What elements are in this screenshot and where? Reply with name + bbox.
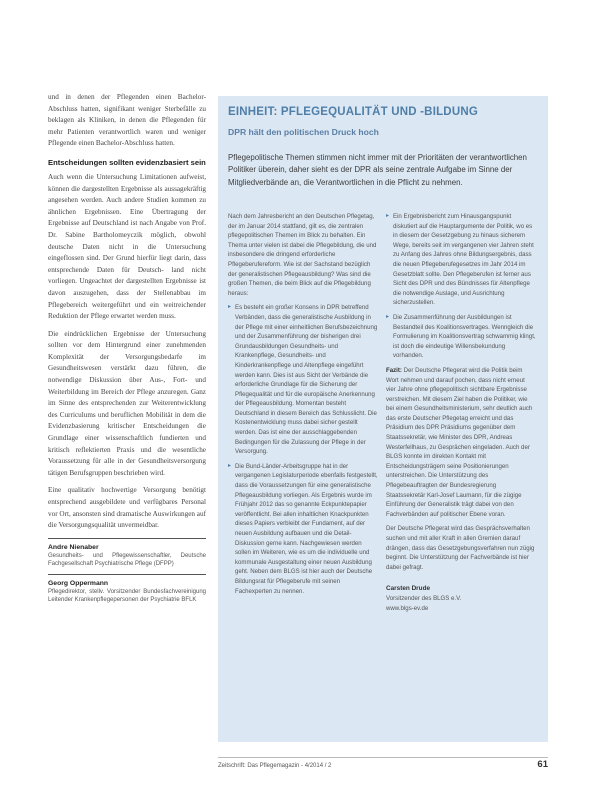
signature-name: Carsten Drude: [386, 585, 431, 593]
bullet-item: ▸ Die Bund-Länder-Arbeitsgruppe hat in der vergangenen Legislaturperiode ebenfalls festgestellt, dass die Voraussetzungen für eine generalistische Pflegeausbildung vorliegen. Als Ergebnis wurde im Frühjahr 2012 das so genannte Eckpunktepapier veröffentlicht. Bei allen inhaltlichen Knackpunkten dieses Papiers verbleibt der Fundament, auf der neuen Ausbildung aufbauen und die Detail-Diskussion gerne kann. Nachgewiesen werden sollen im Weiteren, wie es um die individuelle und kommunale Ausgestaltung einer neuen Ausbildung geht. Neben dem BLGS ist hier auch der Deutsche Bildungsrat für Pflegeberufe mit seinen Fachexperten zu nennen.: [228, 462, 378, 595]
bullet-item: ▸ Es besteht ein großer Konsens in DPR betreffend Verbänden, dass die generalistische Ausbildung in der Pflege mit einer einheitlichen Berufsbezeichnung und der Zusammenführung der bisherigen drei Grundausbildungen Gesundheits- und Krankenpflege, Gesundheits- und Kinderkrankenpflege und Altenpflege eingeführt werden kann. Dies ist aus Sicht der Verbände die erforderliche Grundlage für die Sicherung der Pflegequalität und für die europäische Anerkennung der Pflegeausbildung. Momentan besteht Deutschland in diesem Bereich das Schlusslicht. Die Kostenentwicklung muss dabei sicher gestellt werden. Das ist eine der ausschlaggebenden Bedingungen für die Zulassung der Pflege in der Versorgung.: [228, 304, 378, 456]
bullet-icon: ▸: [228, 304, 232, 311]
journal-info: Zeitschrift: Das Pflegemagazin - 4/2014 / 2: [218, 763, 332, 769]
box-title: EINHEIT: PFLEGEQUALITÄT UND -BILDUNG: [228, 106, 478, 118]
signature-affiliation: Vorsitzender des BLGS e.V.: [386, 594, 462, 602]
author-affiliation: Gesundheits- und Pflegewissenschaftler, Deutsche Fachgesellschaft Psychiatrische Pflege (DFPP): [48, 552, 206, 567]
box-column-2: [386, 212, 536, 613]
bullet-item: ▸ Die Zusammenführung der Ausbildungen ist Bestandteil des Koalitionsvertrages. Wenngleich die Formulierung im Koalitionsvertrag schwammig klingt, ist doch die eindeutige Willensbekundung vorhanden.: [386, 313, 536, 360]
fazit-label: Fazit:: [386, 366, 402, 374]
page-number: 61: [537, 759, 548, 770]
bullet-icon: ▸: [386, 313, 390, 320]
box-lead: Pflegepolitische Themen stimmen nicht immer mit der Prioritäten der verantwortlichen Politiker überein, daher sieht es der DPR als seine zentrale Aufgabe im Sinne der Mitgliedverbände an, die Verantwortlichen in die Pflicht zu nehmen.: [228, 153, 527, 187]
left-paragraph-1: und in denen der Pflegenden einen Bachelor-Abschluss hatten, signifikant weniger Sterbefälle zu beklagen als Kliniken, in denen die Pflegenden für mehr Patienten verantwortlich waren und weniger Pflegende einen Bachelor-Abschluss hatten.: [48, 93, 206, 148]
section-heading: Entscheidungen sollten evidenzbasiert sein: [48, 157, 206, 167]
author-name: Andre Nienaber: [48, 543, 99, 551]
box-column-1: [228, 212, 378, 601]
bullet-list: [228, 303, 378, 596]
page-footer: [218, 757, 548, 772]
author-block-1: [48, 538, 206, 568]
bullet-icon: ▸: [228, 462, 232, 469]
fazit-paragraph: Fazit: Der Deutsche Pflegerat wird die Politik beim Wort nehmen und darauf pochen, dass nicht erneut vier Jahre ohne pflegepolitisch sichtbare Ergebnisse verstreichen. Mit diesem Ziel haben die Politiker, wie bei einem Gesundheitsministerium, sehr deutlich auch das erste Deutscher Pflegetag erreicht und das Präsidium des DPR Präsidiums gegenüber dem Staatssekretär, wie Minister des DPR, Andreas Westerfellhaus, zu Gesprächen eingeladen. Auch der BLGS konnte im direkten Kontakt mit Entscheidungsträgern seine Positionierungen unterstreichen. Die Unterstützung des Pflegebeauftragten der Bundesregierung Staatssekretär Karl-Josef Laumann, für die zügige Einführung der Generalistik trägt dabei von den Fachverbänden auf politischer Ebene voran.: [386, 366, 533, 518]
left-column: [48, 92, 206, 604]
left-paragraph-2: Auch wenn die Untersuchung Limitationen aufweist, können die dargestellten Ergebnisse als aussagekräftig angesehen werden. Auch andere Studien kommen zu ähnlichen Ergebnissen. Eine Übertragung der Ergebnisse auf Deutschland ist nach Angabe von Prof. Dr. Sabine Bartholomeyczik möglich, obwohl deutsche Daten nicht in die Untersuchung eingeflossen sind. Der Grund hierfür liegt darin, dass entsprechende Daten für Deutsch- land nicht vorliegen. Ungeachtet der dargestellten Ergebnisse ist davon auszugehen, dass der Stellenabbau im Pflegebereich weitergeführt und ein weitreichender Reduktion der Pflege erwartet werden muss.: [48, 172, 206, 321]
author-affiliation: Pflegedirektor, stellv. Vorsitzender Bundesfachvereinigung Leitender Krankenpflegepersonen der Psychiatrie BFLK: [48, 588, 206, 603]
bullet-list: [386, 212, 536, 361]
left-paragraph-4: Eine qualitativ hochwertige Versorgung benötigt entsprechend ausgebildete und verfügbares Personal vor Ort, ansonsten sind dramatische Auswirkungen auf die Versorgungsqualität unvermeidbar.: [48, 486, 206, 530]
author-block-2: [48, 574, 206, 604]
box-subtitle: DPR hält den politischen Druck hoch: [228, 127, 379, 137]
box-paragraph: Der Deutsche Pflegerat wird das Gesprächsverhalten suchen und mit aller Kraft in allen Gremien darauf drängen, dass das Gesetzgebungsverfahren nun zügig beginnt. Die Unterstützung der Fachverbände ist hier dabei gefragt.: [386, 525, 535, 571]
signature-website: www.blgs-ev.de: [386, 604, 429, 612]
bullet-icon: ▸: [386, 213, 390, 219]
author-name: Georg Oppermann: [48, 579, 109, 587]
box-intro: Nach dem Jahresbericht an den Deutschen Pflegetag, der im Januar 2014 stattfand, gilt es, die zentralen pflegepolitischen Themen im Blick zu behalten. Ein Thema unter vielen ist dabei die Pflegebildung, die und insbesondere die dringend erforderliche Pflegeberufereform. Wie ist der Sachstand bezüglich der generalistischen Pflegeausbildung? Was sind die großen Themen, die beim Blick auf die Pflegebildung heraus:: [228, 213, 377, 297]
left-paragraph-3: Die eindrücklichen Ergebnisse der Untersuchung sollten vor dem Hintergrund einer zunehmenden Komplexität der Versorgungsbedarfe im Gesundheitswesen verstärkt dazu führen, die notwendige Diskussion über Aus-, Fort- und Weiterbildung im Bereich der Pflege anzuregen. Ganz im Sinne des entsprechenden zur Weiterentwicklung des Curriculums und beruflichen Mobilität in dem die Evidenzbasierung kritischer Entscheidungen die Grundlage einer wissenschaftlich fundierten und kritisch reflektierten Praxis und die wesentliche Voraussetzung für alle in der Gesundheitsversorgung tätigen Berufsgruppen beschrieben wird.: [48, 329, 206, 477]
bullet-item: ▸ Ein Ergebnisbericht zum Hinausgangspunkt diskutiert auf die Hauptargumente der Politik, wo es in diesem der Gesetzgebung zu hinaus sicherem Wege, bereits seit im vergangenen vier Jahren steht zu Anfang des Jahres ohne Bildungsergebnis, dass die neuen Pflegeberufegesetzes im Jahr 2014 im Gesetzblatt sollte. Den Pflegeberufen ist ferner aus Sicht des DPR und des Bündnisses für Altenpflege die notwendige Auslage, und Ausrichtung sicherzustellen.: [386, 213, 534, 307]
